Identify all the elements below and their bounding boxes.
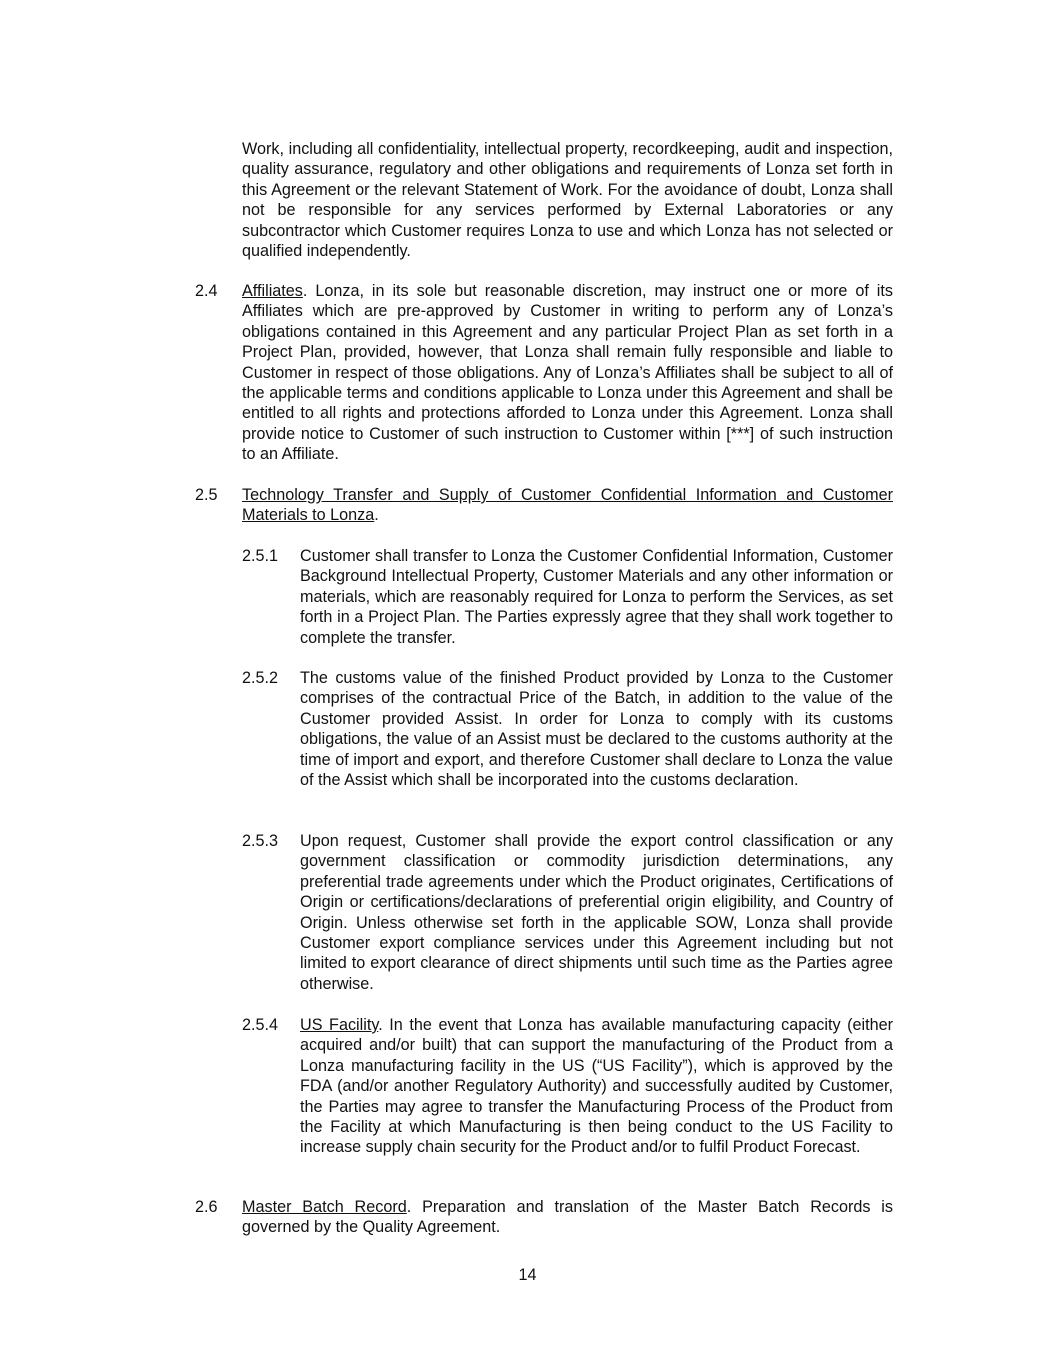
section-2-6-paragraph <box>242 1197 893 1238</box>
section-2-5-heading: Technology Transfer and Supply of Customer Confidential Information and Customer Materials to Lonza <box>242 486 893 525</box>
section-2-4-heading: Affiliates <box>242 282 303 300</box>
section-2-4-text: . Lonza, in its sole but reasonable discretion, may instruct one or more of its Affiliates which are pre-approved by Customer in writing to perform any of Lonza’s obligations contained in this Agreement and any particular Project Plan as set forth in a Project Plan, provided, however, that Lonza shall remain fully responsible and liable to Customer in respect of those obligations. Any of Lonza’s Affiliates shall be subject to all of the applicable terms and conditions applicable to Lonza under this Agreement and shall be entitled to all rights and protections afforded to Lonza under this Agreement. Lonza shall provide notice to Customer of such instruction to Customer within [***] of such instruction to an Affiliate. <box>242 282 893 464</box>
section-2-5-4-heading: US Facility <box>300 1016 379 1034</box>
section-2-6-heading: Master Batch Record <box>242 1198 407 1216</box>
section-2-5-1-paragraph: Customer shall transfer to Lonza the Customer Confidential Information, Customer Background Intellectual Property, Customer Materials and any other information or materials, which are reasonably required for Lonza to perform the Services, as set forth in a Project Plan. The Parties expressly agree that they shall work together to complete the transfer. <box>300 547 893 647</box>
section-2-5-text: . <box>374 506 379 525</box>
section-2-5-4-number: 2.5.4 <box>242 1016 279 1034</box>
section-2-5-3-paragraph: Upon request, Customer shall provide the export control classification or any government classification or commodity jurisdiction determinations, any preferential trade agreements under which the Product originates, Certifications of Origin or certifications/declarations of preferential origin eligibility, and Country of Origin. Unless otherwise set forth in the applicable SOW, Lonza shall provide Customer export compliance services under this Agreement including but not limited to export clearance of direct shipments until such time as the Parties agree otherwise. <box>300 832 893 993</box>
section-2-5-1-number: 2.5.1 <box>242 547 279 565</box>
section-2-5-2-number: 2.5.2 <box>242 669 279 687</box>
section-2-5-4-text: . In the event that Lonza has available manufacturing capacity (either acquired and/or built) that can support the manufacturing of the Product from a Lonza manufacturing facility in the US (“US Facility”), which is approved by the FDA (and/or another Regulatory Authority) and successfully audited by Customer, the Parties may agree to transfer the Manufacturing Process of the Product from the Facility at which Manufacturing is then being conduct to the US Facility to increase supply chain security for the Product and/or to fulfil Product Forecast. <box>300 1016 893 1157</box>
continued-paragraph: Work, including all confidentiality, intellectual property, recordkeeping, audit and inspection, quality assurance, regulatory and other obligations and requirements of Lonza set forth in this Agreement or the relevant Statement of Work. For the avoidance of doubt, Lonza shall not be responsible for any services performed by External Laboratories or any subcontractor which Customer requires Lonza to use and which Lonza has not selected or qualified independently. <box>242 140 893 261</box>
section-2-5-3-number: 2.5.3 <box>242 832 279 850</box>
section-2-4-paragraph <box>242 281 893 465</box>
section-2-4-number: 2.4 <box>195 282 218 300</box>
section-2-6-text: . Preparation and translation of the Master Batch Records is governed by the Quality Agreement. <box>242 1198 893 1237</box>
section-2-5-2-paragraph: The customs value of the finished Product provided by Lonza to the Customer comprises of the contractual Price of the Batch, in addition to the value of the Customer provided Assist. In order for Lonza to comply with its customs obligations, the value of an Assist must be declared to the customs authority at the time of import and export, and therefore Customer shall declare to Lonza the value of the Assist which shall be incorporated into the customs declaration. <box>300 669 893 790</box>
section-2-5-number: 2.5 <box>195 486 218 504</box>
section-2-6-number: 2.6 <box>195 1198 218 1216</box>
section-2-5-paragraph <box>242 485 893 526</box>
page-number: 14 <box>518 1266 537 1284</box>
section-2-5-4-paragraph <box>300 1015 893 1158</box>
